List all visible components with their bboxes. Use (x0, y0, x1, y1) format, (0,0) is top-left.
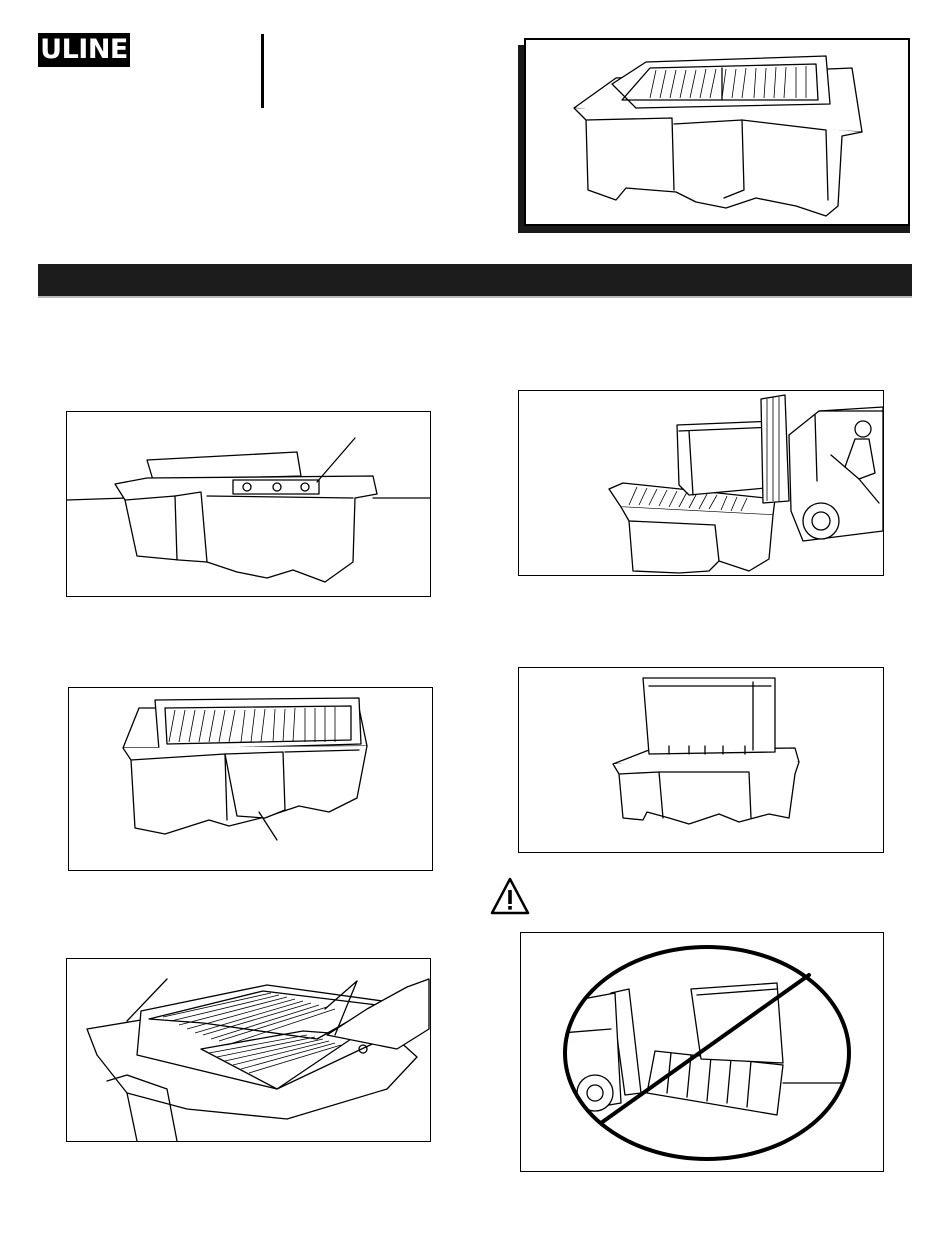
figure-level (66, 411, 431, 597)
grate-lift-drawing (67, 959, 430, 1141)
uline-logo: ULINE (38, 33, 130, 67)
warning-triangle-icon (489, 876, 531, 916)
figure-tote-on-pallet (518, 667, 884, 853)
hero-illustration (524, 38, 910, 226)
pallet-grate-drawing (69, 688, 432, 870)
pallet-level-drawing (67, 412, 430, 596)
tote-on-pallet-drawing (519, 668, 883, 852)
header-divider (261, 34, 264, 108)
do-not-forklift-drawing (521, 933, 883, 1171)
figure-forklift-load (518, 390, 884, 576)
figure-do-not (520, 932, 884, 1172)
section-header-bar (38, 264, 912, 296)
pallet-with-grate-drawing (526, 40, 908, 224)
forklift-tote-drawing (519, 391, 883, 575)
figure-grate-lift (66, 958, 431, 1142)
figure-pallet-grate (68, 687, 433, 871)
